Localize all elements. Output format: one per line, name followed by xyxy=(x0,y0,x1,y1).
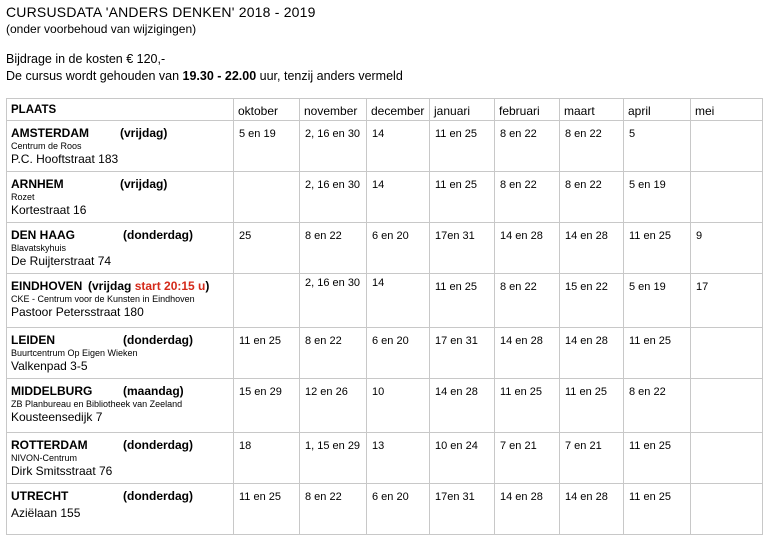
column-header-oktober: oktober xyxy=(234,99,300,121)
contribution-text: Bijdrage in de kosten € 120,- xyxy=(6,52,166,66)
venue-name: ZB Planbureau en Bibliotheek van Zeeland xyxy=(11,399,183,409)
column-header-november: november xyxy=(300,99,367,121)
date-cell: 14 en 28 xyxy=(495,484,560,535)
date-cell: 11 en 25 xyxy=(430,121,495,172)
course-day-label: (donderdag) xyxy=(123,489,193,503)
city-name: AMSTERDAM xyxy=(11,126,89,140)
date-cell: 11 en 25 xyxy=(495,379,560,433)
date-cell: 14 xyxy=(367,172,430,223)
venue-name: CKE - Centrum voor de Kunsten in Eindhoven xyxy=(11,294,195,304)
date-cell: 9 xyxy=(691,223,763,274)
date-cell: 11 en 25 xyxy=(624,484,691,535)
table-row xyxy=(7,379,763,433)
place-cell xyxy=(7,484,234,535)
column-header-januari: januari xyxy=(430,99,495,121)
course-day xyxy=(123,489,193,503)
city-name: ARNHEM xyxy=(11,177,64,191)
date-cell: 17en 31 xyxy=(430,484,495,535)
venue-name: Blavatskyhuis xyxy=(11,243,67,253)
course-day-label: (vrijdag) xyxy=(120,126,168,140)
city-name: MIDDELBURG xyxy=(11,384,93,398)
course-day xyxy=(120,177,167,191)
date-cell: 8 en 22 xyxy=(300,223,367,274)
date-cell: 11 en 25 xyxy=(624,433,691,484)
date-cell xyxy=(691,379,763,433)
date-cell: 8 en 22 xyxy=(300,484,367,535)
date-cell: 6 en 20 xyxy=(367,223,430,274)
column-header-december: december xyxy=(367,99,430,121)
date-cell xyxy=(234,274,300,328)
course-day-close: ) xyxy=(205,279,210,293)
place-cell xyxy=(7,433,234,484)
date-cell xyxy=(691,121,763,172)
date-cell: 5 en 19 xyxy=(234,121,300,172)
date-cell: 6 en 20 xyxy=(367,328,430,379)
date-cell: 11 en 25 xyxy=(430,172,495,223)
hours-time: 19.30 - 22.00 xyxy=(182,69,257,83)
date-cell: 18 xyxy=(234,433,300,484)
date-cell xyxy=(691,433,763,484)
table-row xyxy=(7,121,763,172)
date-cell: 2, 16 en 30 xyxy=(300,172,367,223)
place-cell xyxy=(7,274,234,328)
city-name: DEN HAAG xyxy=(11,228,76,242)
course-day xyxy=(123,438,193,452)
date-cell: 13 xyxy=(367,433,430,484)
date-cell: 11 en 25 xyxy=(624,223,691,274)
page-title: CURSUSDATA 'ANDERS DENKEN' 2018 - 2019 xyxy=(6,4,316,20)
date-cell: 6 en 20 xyxy=(367,484,430,535)
date-cell: 15 en 29 xyxy=(234,379,300,433)
date-cell: 12 en 26 xyxy=(300,379,367,433)
date-cell: 8 en 22 xyxy=(560,172,624,223)
schedule-table xyxy=(6,98,763,535)
course-day xyxy=(88,279,209,293)
date-cell xyxy=(691,484,763,535)
city-name: LEIDEN xyxy=(11,333,56,347)
place-cell xyxy=(7,121,234,172)
date-cell: 7 en 21 xyxy=(495,433,560,484)
date-cell: 8 en 22 xyxy=(495,121,560,172)
date-cell: 14 en 28 xyxy=(430,379,495,433)
table-row xyxy=(7,274,763,328)
place-cell xyxy=(7,223,234,274)
hours-suffix: uur, tenzij anders vermeld xyxy=(256,69,403,83)
venue-name: Rozet xyxy=(11,192,35,202)
date-cell: 14 en 28 xyxy=(495,223,560,274)
venue-address: Dirk Smitsstraat 76 xyxy=(11,464,113,478)
date-cell: 17 en 31 xyxy=(430,328,495,379)
date-cell: 2, 16 en 30 xyxy=(300,274,367,328)
course-day xyxy=(123,333,193,347)
date-cell: 14 en 28 xyxy=(560,223,624,274)
course-day-label: (vrijdag xyxy=(88,279,132,293)
date-cell: 8 en 22 xyxy=(560,121,624,172)
course-day-label: (vrijdag) xyxy=(120,177,168,191)
venue-name: Centrum de Roos xyxy=(11,141,82,151)
date-cell: 8 en 22 xyxy=(624,379,691,433)
column-header-april: april xyxy=(624,99,691,121)
hours-text xyxy=(6,69,403,83)
date-cell: 10 en 24 xyxy=(430,433,495,484)
place-cell xyxy=(7,172,234,223)
date-cell: 11 en 25 xyxy=(234,484,300,535)
date-cell: 8 en 22 xyxy=(495,172,560,223)
date-cell: 5 xyxy=(624,121,691,172)
date-cell: 8 en 22 xyxy=(300,328,367,379)
course-day-label: (donderdag) xyxy=(123,438,193,452)
date-cell xyxy=(691,172,763,223)
city-name: UTRECHT xyxy=(11,489,69,503)
date-cell: 11 en 25 xyxy=(624,328,691,379)
venue-address: Kousteensedijk 7 xyxy=(11,410,103,424)
date-cell: 14 en 28 xyxy=(495,328,560,379)
table-row xyxy=(7,328,763,379)
date-cell xyxy=(234,172,300,223)
place-cell xyxy=(7,328,234,379)
date-cell: 5 en 19 xyxy=(624,172,691,223)
date-cell: 10 xyxy=(367,379,430,433)
date-cell: 14 en 28 xyxy=(560,328,624,379)
venue-address: Valkenpad 3-5 xyxy=(11,359,88,373)
column-header-maart: maart xyxy=(560,99,624,121)
date-cell xyxy=(691,328,763,379)
header-row xyxy=(7,99,763,121)
page-subtitle: (onder voorbehoud van wijzigingen) xyxy=(6,22,197,36)
hours-prefix: De cursus wordt gehouden van xyxy=(6,69,183,83)
table-row xyxy=(7,484,763,535)
date-cell: 7 en 21 xyxy=(560,433,624,484)
course-day xyxy=(123,228,193,242)
venue-address: Aziëlaan 155 xyxy=(11,506,81,520)
date-cell: 2, 16 en 30 xyxy=(300,121,367,172)
date-cell: 11 en 25 xyxy=(234,328,300,379)
date-cell: 14 xyxy=(367,274,430,328)
venue-address: Kortestraat 16 xyxy=(11,203,87,217)
table-row xyxy=(7,433,763,484)
city-name: EINDHOVEN xyxy=(11,279,83,293)
venue-name: Buurtcentrum Op Eigen Wieken xyxy=(11,348,138,358)
course-day-label: (maandag) xyxy=(123,384,184,398)
date-cell: 17en 31 xyxy=(430,223,495,274)
date-cell: 14 en 28 xyxy=(560,484,624,535)
column-header-mei: mei xyxy=(691,99,763,121)
course-day xyxy=(123,384,184,398)
date-cell: 17 xyxy=(691,274,763,328)
place-cell xyxy=(7,379,234,433)
date-cell: 11 en 25 xyxy=(560,379,624,433)
table-row xyxy=(7,223,763,274)
course-day xyxy=(120,126,167,140)
date-cell: 14 xyxy=(367,121,430,172)
date-cell: 25 xyxy=(234,223,300,274)
column-header-februari: februari xyxy=(495,99,560,121)
venue-address: P.C. Hooftstraat 183 xyxy=(11,152,119,166)
date-cell: 5 en 19 xyxy=(624,274,691,328)
venue-address: Pastoor Petersstraat 180 xyxy=(11,305,144,319)
column-header-plaats: PLAATS xyxy=(7,99,234,121)
table-row xyxy=(7,172,763,223)
venue-address: De Ruijterstraat 74 xyxy=(11,254,112,268)
date-cell: 11 en 25 xyxy=(430,274,495,328)
course-day-label: (donderdag) xyxy=(123,333,193,347)
date-cell: 15 en 22 xyxy=(560,274,624,328)
city-name: ROTTERDAM xyxy=(11,438,88,452)
date-cell: 1, 15 en 29 xyxy=(300,433,367,484)
start-time-note: start 20:15 u xyxy=(134,279,206,293)
date-cell: 8 en 22 xyxy=(495,274,560,328)
venue-name: NIVON-Centrum xyxy=(11,453,78,463)
course-day-label: (donderdag) xyxy=(123,228,193,242)
